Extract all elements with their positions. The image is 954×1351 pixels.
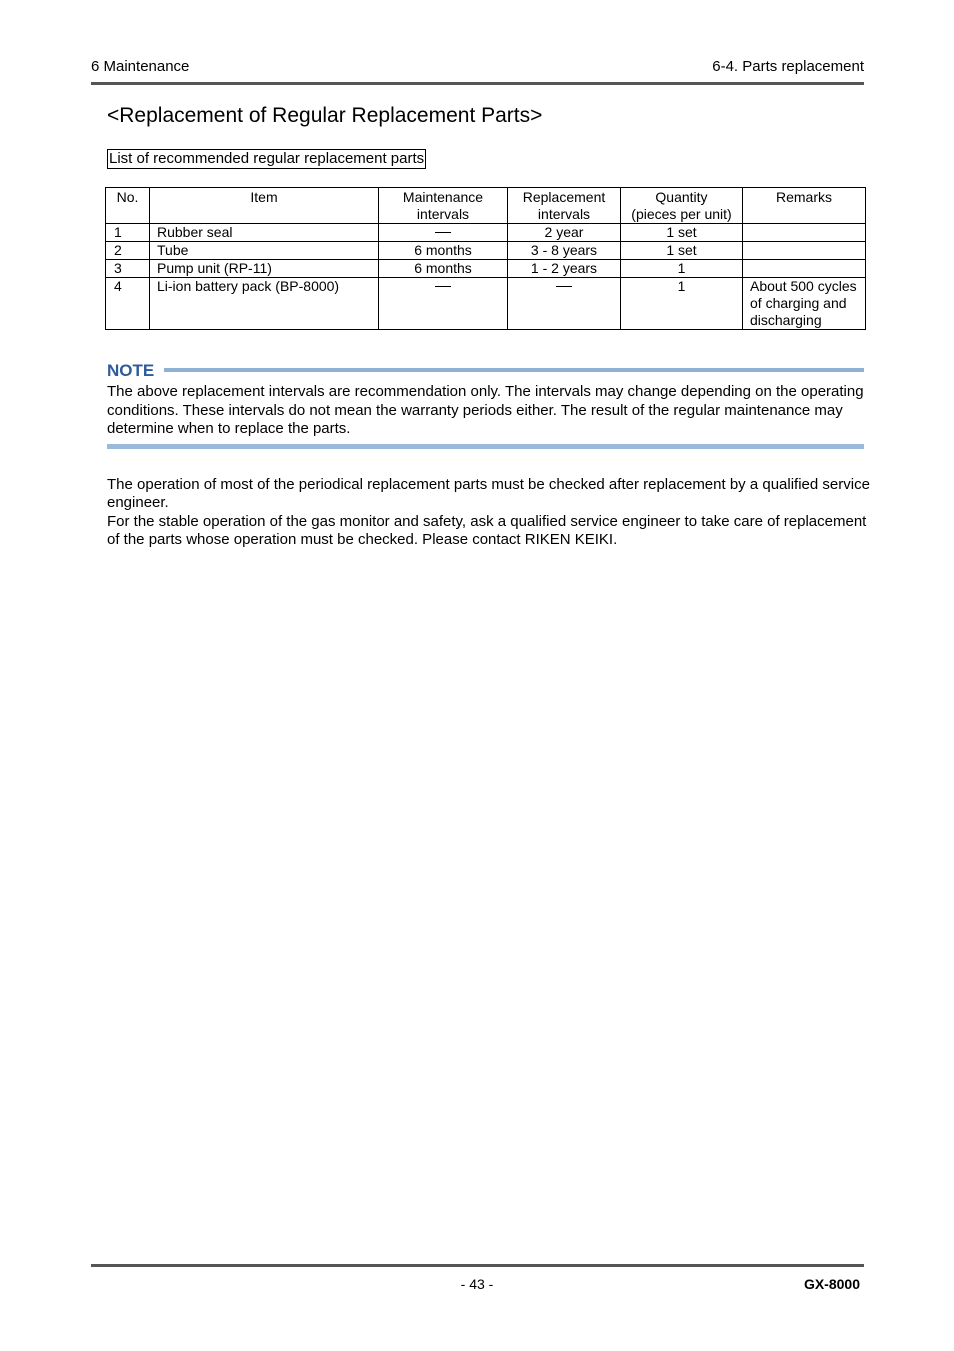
col-header-label: Item	[250, 189, 278, 205]
cell-replacement: 1 - 2 years	[508, 260, 621, 278]
col-header-label: No.	[116, 189, 139, 205]
note-top-rule	[164, 368, 864, 372]
header-section: 6 Maintenance	[91, 58, 190, 75]
table-header-row	[106, 188, 866, 224]
cell-remarks: About 500 cycles of charging and discharging	[743, 278, 866, 330]
cell-quantity: 1	[621, 278, 743, 330]
col-header-label: Quantity (pieces per unit)	[631, 189, 732, 222]
footer-rule	[91, 1264, 864, 1267]
body-paragraph-2: For the stable operation of the gas monitor and safety, ask a qualified service engineer to take care of replacement of the parts whose operation must be checked. Please contact RIKEN KEIKI.	[107, 512, 867, 548]
cell-maintenance: 6 months	[379, 242, 508, 260]
cell-quantity: 1 set	[621, 242, 743, 260]
note-bottom-rule	[107, 444, 864, 449]
cell-item: Tube	[150, 242, 379, 260]
cell-maintenance	[379, 224, 508, 242]
table-row	[106, 260, 866, 278]
table-row	[106, 224, 866, 242]
col-header-label: Maintenance intervals	[402, 189, 484, 222]
table-row	[106, 278, 866, 330]
cell-item: Rubber seal	[150, 224, 379, 242]
cell-quantity: 1 set	[621, 224, 743, 242]
note-label: NOTE	[107, 361, 155, 380]
note-text: The above replacement intervals are recommendation only. The intervals may change depending on the operating conditions. These intervals do not mean the warranty periods either. The result of the regular maintenance may determine when to replace the parts.	[107, 383, 864, 437]
col-header-label: Remarks	[775, 189, 832, 205]
body-paragraph-1: The operation of most of the periodical replacement parts must be checked after replacement by a qualified service engineer.	[107, 476, 870, 512]
col-header-replacement	[508, 188, 621, 224]
model-name: GX-8000	[803, 1276, 860, 1292]
cell-no: 3	[106, 260, 150, 278]
parts-table	[105, 187, 866, 330]
cell-remarks	[743, 242, 866, 260]
cell-item: Pump unit (RP-11)	[150, 260, 379, 278]
header-rule	[91, 82, 864, 85]
cell-remarks	[743, 260, 866, 278]
col-header-label: Replacement intervals	[522, 189, 606, 222]
cell-item: Li-ion battery pack (BP-8000)	[150, 278, 379, 330]
col-header-quantity	[621, 188, 743, 224]
dash-mark	[435, 286, 451, 287]
body-text	[107, 476, 877, 549]
page-title: <Replacement of Regular Replacement Parts>	[107, 104, 543, 127]
table-row	[106, 242, 866, 260]
cell-no: 2	[106, 242, 150, 260]
cell-replacement: 2 year	[508, 224, 621, 242]
dash-mark	[435, 232, 451, 233]
col-header-remarks	[743, 188, 866, 224]
cell-no: 1	[106, 224, 150, 242]
col-header-item	[150, 188, 379, 224]
cell-maintenance	[379, 278, 508, 330]
col-header-no	[106, 188, 150, 224]
cell-replacement: 3 - 8 years	[508, 242, 621, 260]
header-subsection: 6-4. Parts replacement	[712, 58, 864, 75]
col-header-maintenance	[379, 188, 508, 224]
cell-remarks	[743, 224, 866, 242]
cell-quantity: 1	[621, 260, 743, 278]
dash-mark	[556, 286, 572, 287]
cell-no: 4	[106, 278, 150, 330]
page-number: - 43 -	[460, 1276, 494, 1292]
table-caption: List of recommended regular replacement parts	[109, 150, 425, 167]
cell-replacement	[508, 278, 621, 330]
cell-maintenance: 6 months	[379, 260, 508, 278]
